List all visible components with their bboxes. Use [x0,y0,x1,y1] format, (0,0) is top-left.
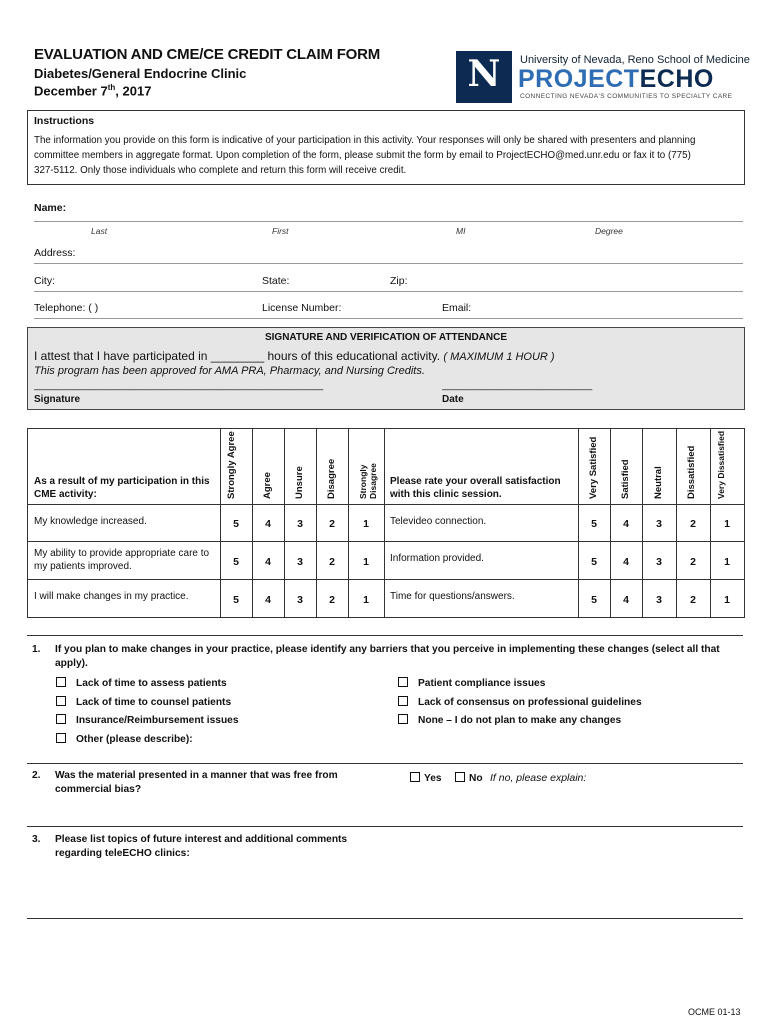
rating-option[interactable]: 1 [724,518,730,530]
scale-strongly-disagree: Strongly Disagree [358,463,378,499]
address-label: Address: [34,247,76,259]
scale-disagree: Disagree [326,458,337,499]
checkbox-icon[interactable] [398,696,408,706]
rating-option[interactable]: 2 [690,556,696,568]
rating-option[interactable]: 1 [724,556,730,568]
checkbox-icon[interactable] [56,733,66,743]
q1-top-border [27,635,743,636]
rating-option[interactable]: 2 [329,556,335,568]
address-line[interactable] [34,263,743,264]
session-date: December 7th, 2017 [34,83,152,99]
rating-option[interactable]: 5 [233,518,239,530]
rating-option[interactable]: 1 [363,518,369,530]
first-caption: First [272,226,289,236]
right-table-header: Please rate your overall satisfaction with this clinic session. [390,476,561,500]
instructions-box [27,110,745,185]
q2-text: Was the material presented in a manner that was free from commercial bias? [55,770,338,795]
right-row-1-label: Televideo connection. [390,516,487,527]
signature-section [27,327,745,410]
last-caption: Last [91,226,108,236]
rating-option[interactable]: 3 [297,556,303,568]
logo-tagline: CONNECTING NEVADA'S COMMUNITIES TO SPECIALTY CARE [520,93,733,100]
scale-neutral: Neutral [653,466,664,499]
rating-option[interactable]: 2 [329,594,335,606]
left-table-header: As a result of my participation in this CME activity: [34,476,210,500]
scale-very-dissatisfied: Very Dissatisfied [716,430,726,499]
zip-label: Zip: [390,275,408,287]
rating-option[interactable]: 3 [297,518,303,530]
rating-option[interactable]: 4 [265,556,271,568]
q1-option-insurance[interactable]: Insurance/Reimbursement issues [56,714,239,728]
q1-option-none[interactable]: None – I do not plan to make any changes [398,714,621,728]
q1-option-assess[interactable]: Lack of time to assess patients [56,677,227,691]
form-title: EVALUATION AND CME/CE CREDIT CLAIM FORM [34,46,381,63]
rating-option[interactable]: 2 [690,594,696,606]
q1-option-guidelines[interactable]: Lack of consensus on professional guidelines [398,696,642,710]
checkbox-icon[interactable] [56,714,66,724]
checkbox-icon[interactable] [410,772,420,782]
rating-option[interactable]: 1 [363,594,369,606]
scale-very-satisfied: Very Satisfied [588,436,599,499]
unr-n-logo: N [456,51,512,103]
checkbox-icon[interactable] [398,714,408,724]
scale-agree: Agree [262,472,273,499]
rating-option[interactable]: 2 [690,518,696,530]
checkbox-icon[interactable] [455,772,465,782]
q1-option-counsel[interactable]: Lack of time to counsel patients [56,696,231,710]
scale-strongly-agree: Strongly Agree [226,431,237,499]
q3-number: 3. [32,834,41,845]
instructions-heading: Instructions [34,115,95,127]
telephone-line[interactable] [34,318,743,319]
signature-heading: SIGNATURE AND VERIFICATION OF ATTENDANCE [264,332,508,343]
q3-bottom-border [27,918,743,919]
scale-satisfied: Satisfied [620,459,631,499]
rating-option[interactable]: 5 [591,518,597,530]
rating-option[interactable]: 5 [233,556,239,568]
rating-option[interactable]: 3 [656,594,662,606]
state-label: State: [262,275,290,287]
q2-yes-option[interactable]: Yes [410,772,442,786]
rating-table [27,428,745,618]
rating-option[interactable]: 5 [233,594,239,606]
date-line[interactable]: ___________________________ [442,380,593,391]
license-label: License Number: [262,302,342,314]
rating-option[interactable]: 5 [591,556,597,568]
city-line[interactable] [34,291,743,292]
q1-text: If you plan to make changes in your practice, please identify any barriers that you perceive in implementing these changes (select all that apply). [55,644,720,669]
rating-option[interactable]: 1 [363,556,369,568]
form-code: OCME 01-13 [688,1007,741,1017]
checkbox-icon[interactable] [56,677,66,687]
rating-option[interactable]: 5 [591,594,597,606]
q2-top-border [27,763,743,764]
q2-explain-label: If no, please explain: [490,772,587,784]
rating-option[interactable]: 1 [724,594,730,606]
name-label: Name: [34,202,67,214]
clinic-name: Diabetes/General Endocrine Clinic [34,66,247,81]
q3-top-border [27,826,743,827]
rating-option[interactable]: 3 [297,594,303,606]
q1-option-other[interactable]: Other (please describe): [56,733,193,747]
rating-option[interactable]: 2 [329,518,335,530]
mi-caption: MI [456,226,466,236]
checkbox-icon[interactable] [398,677,408,687]
instructions-text: The information you provide on this form is indicative of your participation in this activity. Your responses will only be shared with presenters and planning committee members in aggregate format. Upon completion of the form, please submit the form by email to ProjectECHO@med.unr.edu or fax it to (775) 327-5112. Only those individuals who complete and return this form will receive credit. [34,135,696,176]
attest-text: I attest that I have participated in ________ hours of this educational activity. ( MAXIMUM 1 HOUR ) [34,349,555,363]
approval-text: This program has been approved for AMA PRA, Pharmacy, and Nursing Credits. [34,365,425,377]
q1-number: 1. [32,644,41,655]
email-label: Email: [442,302,472,314]
signature-label: Signature [34,394,81,405]
telephone-label: Telephone: ( ) [34,302,99,314]
rating-option[interactable]: 3 [656,518,662,530]
project-echo-logo: PROJECTECHO [518,65,714,93]
scale-dissatisfied: Dissatisfied [686,445,697,499]
degree-caption: Degree [595,226,623,236]
q2-number: 2. [32,770,41,781]
rating-option[interactable]: 4 [265,518,271,530]
rating-option[interactable]: 4 [623,594,629,606]
right-row-2-label: Information provided. [390,553,484,564]
scale-unsure: Unsure [294,466,305,499]
rating-option[interactable]: 4 [265,594,271,606]
left-row-2-label: My ability to provide appropriate care to my patients improved. [34,548,210,572]
q2-no-option[interactable]: No [455,772,483,786]
right-row-3-label: Time for questions/answers. [390,591,515,602]
university-name: University of Nevada, Reno School of Medicine [520,54,750,66]
left-row-1-label: My knowledge increased. [34,516,147,527]
date-label: Date [442,394,464,405]
q3-text: Please list topics of future interest and additional comments regarding teleECHO clinics: [55,834,348,859]
q1-option-compliance[interactable]: Patient compliance issues [398,677,545,691]
left-row-3-label: I will make changes in my practice. [34,591,189,602]
rating-option[interactable]: 4 [623,518,629,530]
signature-line[interactable]: ____________________________________________________ [34,380,324,391]
name-line[interactable] [34,221,743,222]
city-label: City: [34,275,55,287]
rating-option[interactable]: 4 [623,556,629,568]
checkbox-icon[interactable] [56,696,66,706]
rating-option[interactable]: 3 [656,556,662,568]
